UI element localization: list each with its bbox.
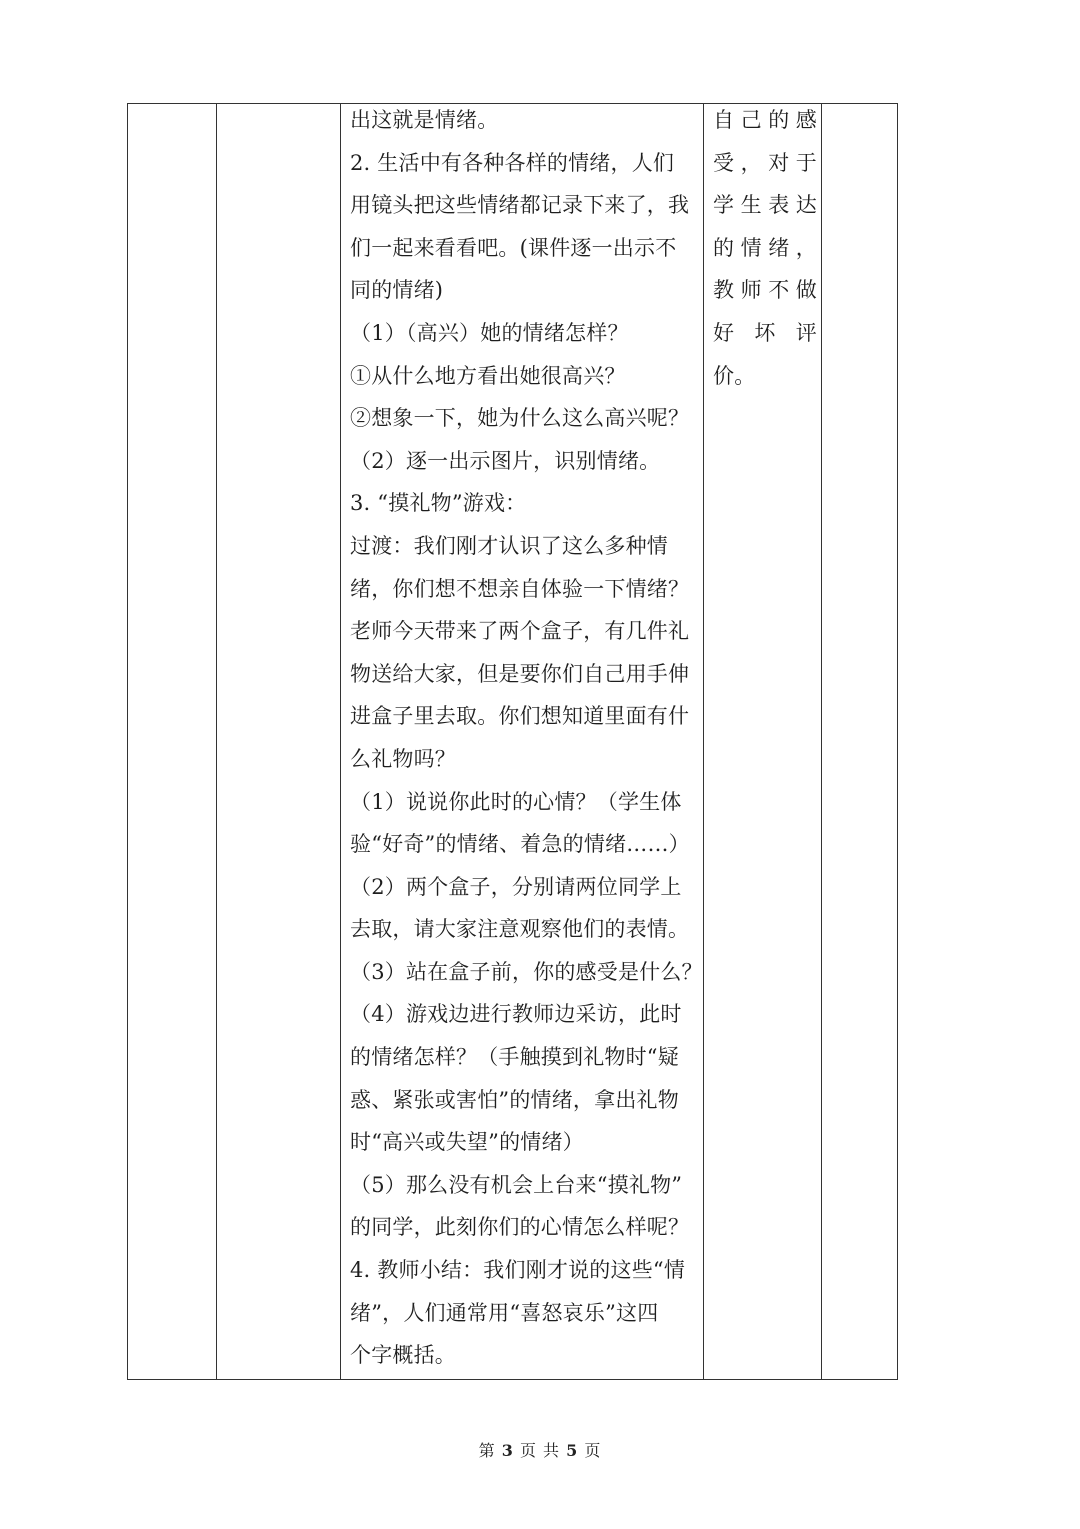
side-text-line: 学生表达: [713, 193, 817, 218]
text-line: （1）说说你此时的心情？（学生体: [350, 789, 682, 814]
text-line: 验“好奇”的情绪、着急的情绪……）: [350, 832, 690, 857]
text-line: （2）逐一出示图片，识别情绪。: [350, 448, 661, 473]
side-text-line: 教师不做: [713, 278, 817, 303]
text-line: 去取，请大家注意观察他们的表情。: [350, 917, 690, 942]
lesson-plan-table: [127, 103, 898, 1380]
text-line: （4）游戏边进行教师边采访，此时: [350, 1002, 682, 1027]
side-text-line: 好坏评: [713, 320, 817, 345]
text-line: 惑、紧张或害怕”的情绪，拿出礼物: [350, 1087, 679, 1112]
text-line: 么礼物吗？: [350, 746, 456, 771]
text-line: 绪”，人们通常用“喜怒哀乐”这四: [350, 1300, 659, 1325]
column-divider-3: [703, 104, 704, 1379]
text-line: 同的情绪): [350, 278, 444, 303]
teaching-process-cell: [350, 99, 702, 1377]
footer-prefix: 第: [478, 1441, 496, 1460]
footer-middle: 页 共: [519, 1441, 561, 1460]
column-divider-2: [340, 104, 341, 1379]
text-line: 过渡：我们刚才认识了这么多种情: [350, 533, 668, 558]
text-line: 4. 教师小结：我们刚才说的这些“情: [350, 1258, 686, 1283]
text-line: 3. “摸礼物”游戏：: [350, 491, 527, 516]
text-line: 老师今天带来了两个盒子，有几件礼: [350, 619, 690, 644]
text-line: ①从什么地方看出她很高兴？: [350, 363, 626, 388]
text-line: 用镜头把这些情绪都记录下来了，我: [350, 193, 690, 218]
text-line: 时“高兴或失望”的情绪）: [350, 1130, 584, 1155]
page-footer: [0, 1438, 1080, 1461]
text-line: （3）站在盒子前，你的感受是什么？: [350, 959, 703, 984]
text-line: 个字概括。: [350, 1343, 456, 1368]
text-line: （5）那么没有机会上台来“摸礼物”: [350, 1172, 683, 1197]
text-line: 们一起来看看吧。(课件逐一出示不: [350, 235, 677, 260]
text-line: （1）（高兴）她的情绪怎样？: [350, 320, 629, 345]
side-text-line: 价。: [713, 363, 756, 388]
column-divider-1: [216, 104, 217, 1379]
text-line: 物送给大家，但是要你们自己用手伸: [350, 661, 690, 686]
text-line: 的同学，此刻你们的心情怎么样呢？: [350, 1215, 690, 1240]
text-line: （2）两个盒子，分别请两位同学上: [350, 874, 682, 899]
text-line: 的情绪怎样？（手触摸到礼物时“疑: [350, 1045, 679, 1070]
column-divider-4: [821, 104, 822, 1379]
total-page-number: 5: [566, 1441, 579, 1460]
text-line: 绪，你们想不想亲自体验一下情绪？: [350, 576, 690, 601]
side-text-line: 自己的感: [713, 108, 817, 132]
text-line: 2. 生活中有各种各样的情绪，人们: [350, 150, 675, 175]
footer-suffix: 页: [584, 1441, 602, 1460]
side-text-line: 的情绪，: [713, 235, 817, 260]
text-line: 进盒子里去取。你们想知道里面有什: [350, 704, 690, 729]
text-line: 出这就是情绪。: [350, 108, 499, 132]
design-intent-cell: [713, 99, 817, 397]
side-text-line: 受，对于: [713, 150, 817, 175]
text-line: ②想象一下，她为什么这么高兴呢？: [350, 406, 690, 431]
current-page-number: 3: [501, 1441, 514, 1460]
